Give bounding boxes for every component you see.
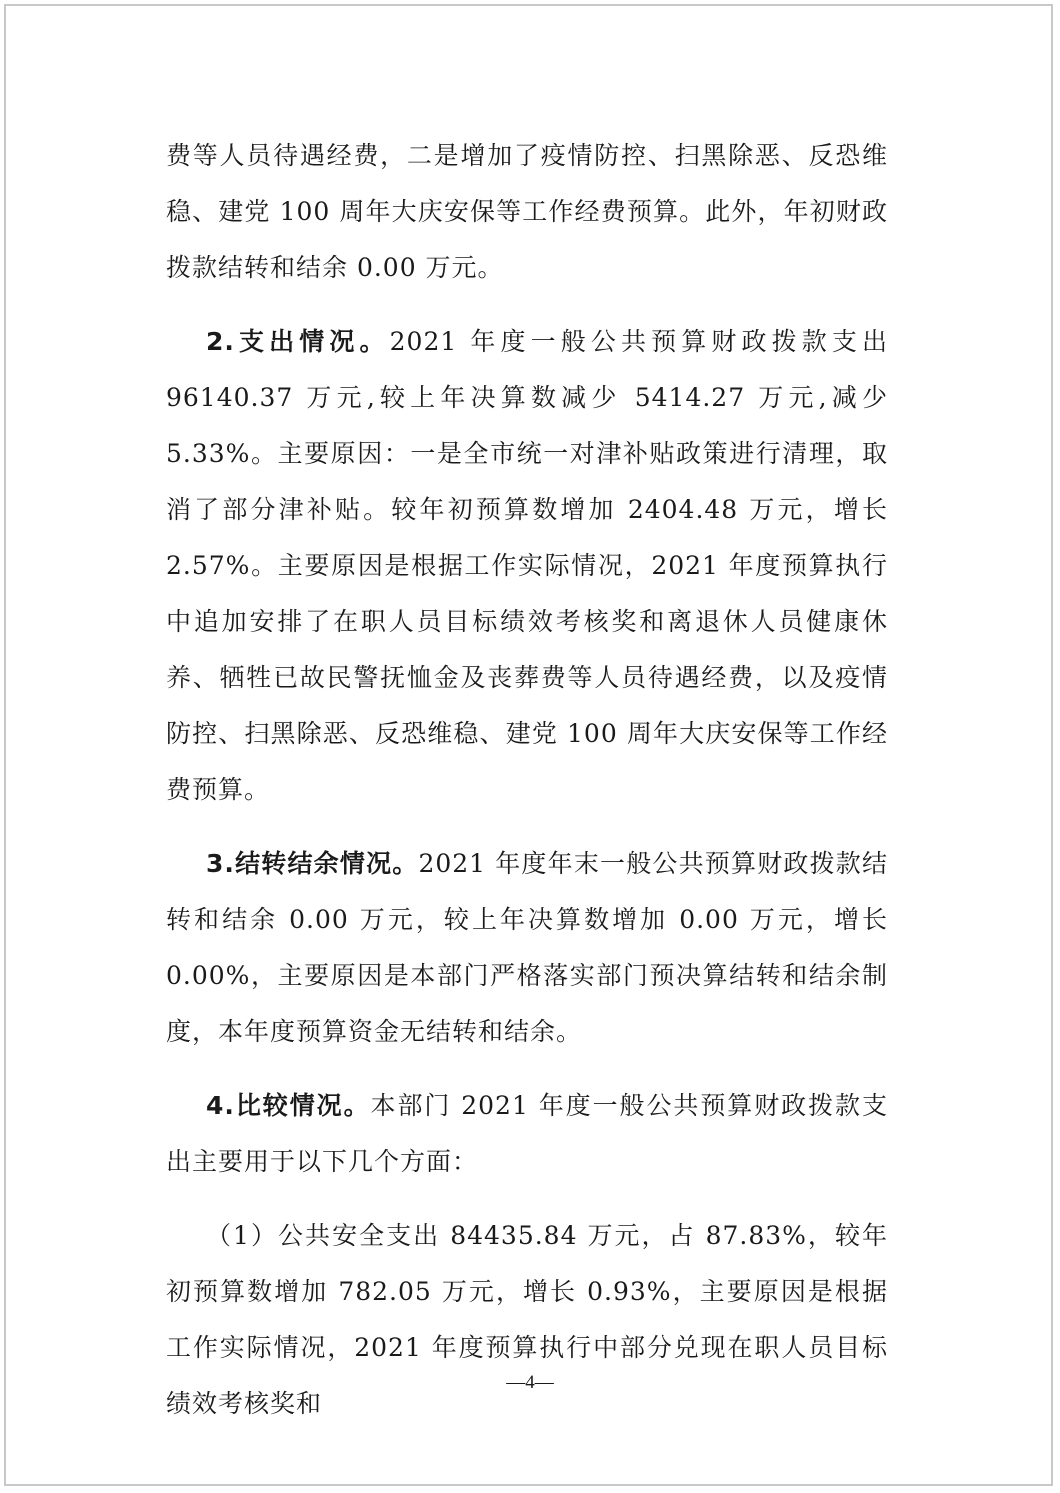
paragraph-text: 费等人员待遇经费，二是增加了疫情防控、扫黑除恶、反恐维稳、建党 100 周年大庆安保等工作经费预算。此外，年初财政拨款结转和结余 0.00 万元。 xyxy=(166,141,888,282)
page-number: —4— xyxy=(506,1372,554,1393)
section-heading: 2.支出情况。 xyxy=(206,327,390,356)
section-heading: 3.结转结余情况。 xyxy=(206,849,419,878)
paragraph-carryover xyxy=(166,836,888,1060)
paragraph-text: 2021 年度一般公共预算财政拨款支出 96140.37 万元,较上年决算数减少 5414.27 万元,减少 5.33%。主要原因：一是全市统一对津补贴政策进行清理，取消了部分津补贴。较年初预算数增加 2404.48 万元，增长 2.57%。主要原因是根据工作实际情况，2021 年度预算执行中追加安排了在职人员目标绩效考核奖和离退休人员健康休养、牺牲已故民警抚恤金及丧葬费等人员待遇经费，以及疫情防控、扫黑除恶、反恐维稳、建党 100 周年大庆安保等工作经费预算。 xyxy=(166,327,888,804)
paragraph-text: 2021 年度年末一般公共预算财政拨款结转和结余 0.00 万元，较上年决算数增加 0.00 万元，增长 0.00%，主要原因是本部门严格落实部门预决算结转和结余制度，本年度预算资金无结转和结余。 xyxy=(166,849,888,1046)
paragraph-text: 本部门 2021 年度一般公共预算财政拨款支出主要用于以下几个方面： xyxy=(166,1091,888,1176)
paragraph-comparison xyxy=(166,1078,888,1190)
paragraph-expenditure xyxy=(166,314,888,818)
document-body xyxy=(166,128,888,1432)
section-heading: 4.比较情况。 xyxy=(206,1091,371,1120)
paragraph-text: （1）公共安全支出 84435.84 万元，占 87.83%，较年初预算数增加 782.05 万元，增长 0.93%，主要原因是根据工作实际情况，2021 年度预算执行中部分兑现在职人员目标绩效考核奖和 xyxy=(166,1221,888,1418)
paragraph-public-security xyxy=(166,1208,888,1432)
paragraph-continuation xyxy=(166,128,888,296)
